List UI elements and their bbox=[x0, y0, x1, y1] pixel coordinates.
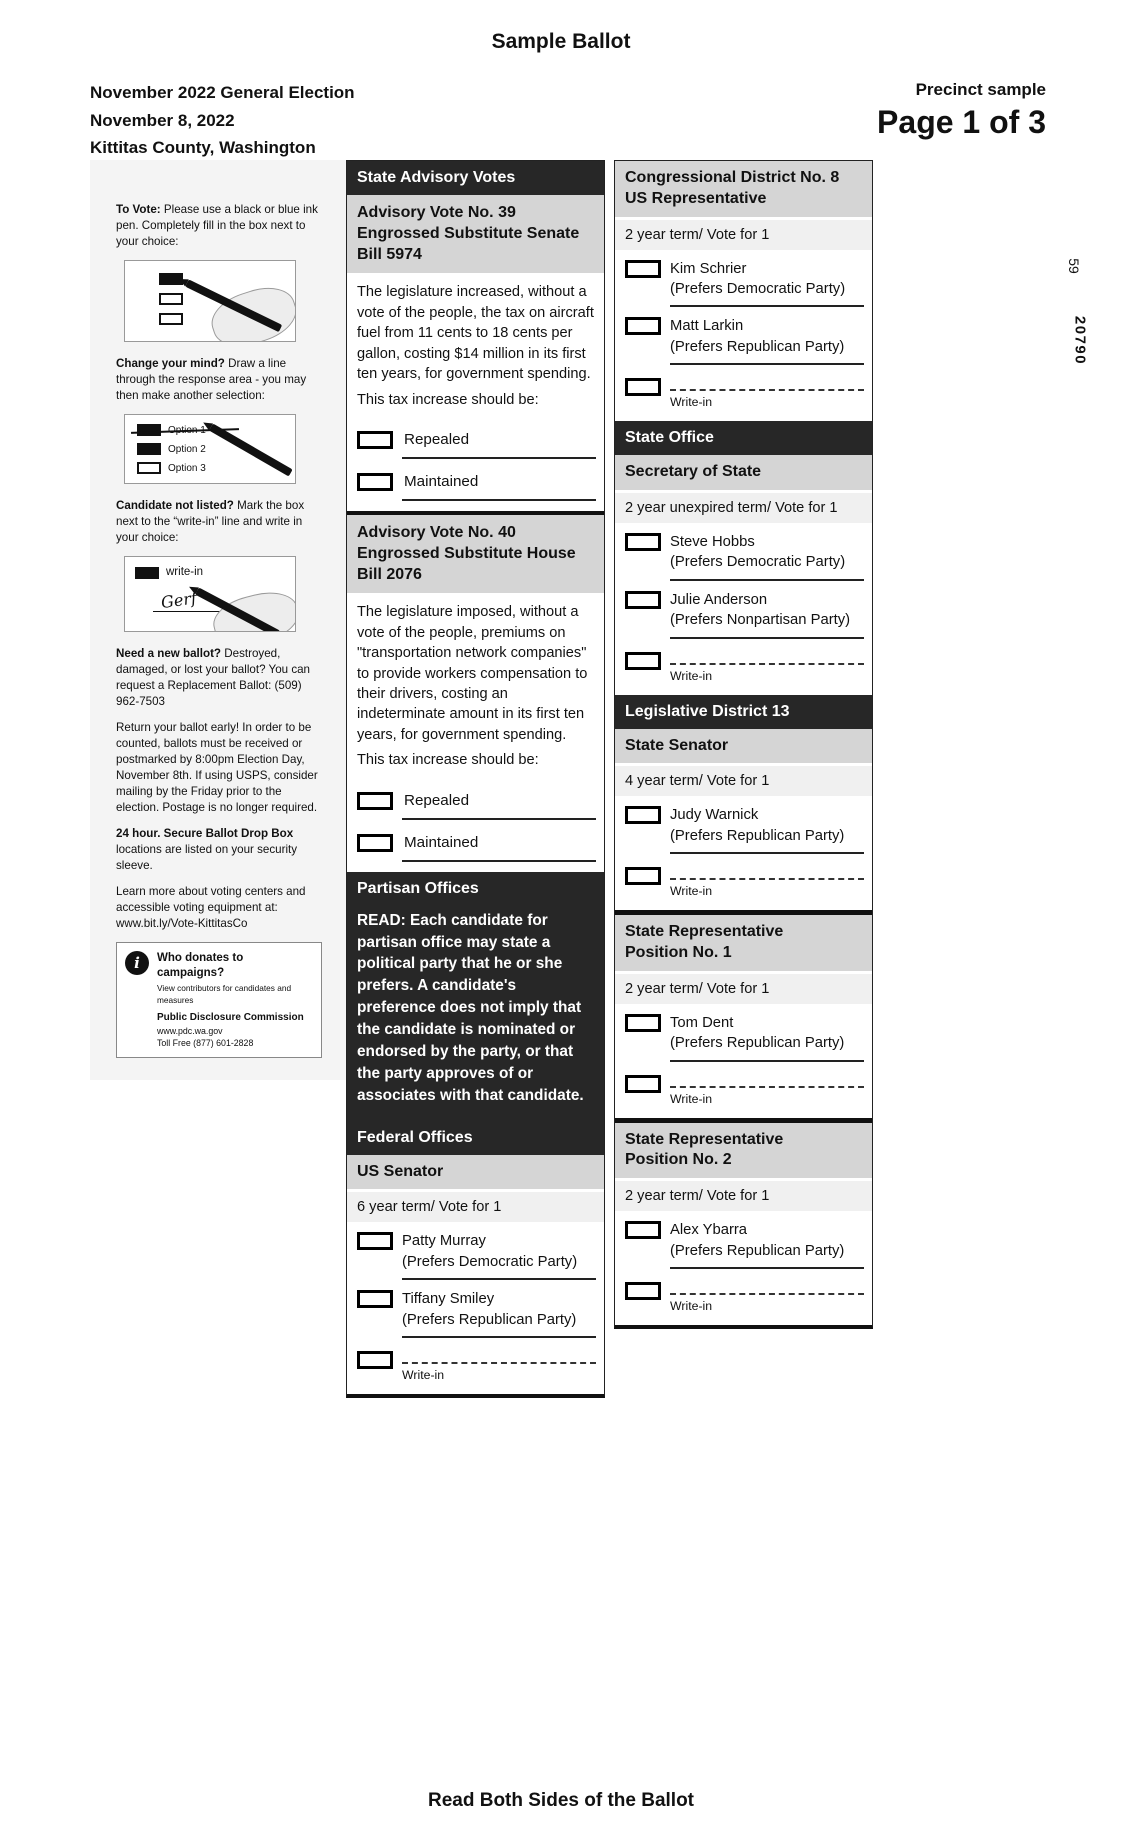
term-row-secretary-of-state: 2 year unexpired term/ Vote for 1 bbox=[615, 493, 872, 523]
office-header-us-representative bbox=[615, 161, 872, 217]
option-label: Option 2 bbox=[168, 443, 206, 455]
checkbox-tiffany-smiley[interactable] bbox=[357, 1290, 393, 1308]
candidate-party: (Prefers Nonpartisan Party) bbox=[670, 612, 851, 629]
checkbox-julie-anderson[interactable] bbox=[625, 591, 661, 609]
office-header-state-rep-2 bbox=[615, 1123, 872, 1179]
candidate-text bbox=[402, 1231, 596, 1280]
write-in-line-state-senator[interactable] bbox=[670, 878, 864, 880]
candidate-name: Tom Dent bbox=[670, 1014, 734, 1031]
position-line: Position No. 1 bbox=[625, 944, 732, 962]
checkbox-judy-warnick[interactable] bbox=[625, 806, 661, 824]
candidate-party: (Prefers Republican Party) bbox=[670, 827, 845, 844]
new-ballot-heading: Need a new ballot? bbox=[116, 646, 222, 660]
advisory-vote-40-text bbox=[347, 593, 604, 777]
write-in-line-us-representative[interactable] bbox=[670, 389, 864, 391]
write-in-row bbox=[347, 1338, 604, 1394]
to-vote-heading: To Vote: bbox=[116, 203, 161, 216]
write-in-label: Write-in bbox=[670, 884, 713, 899]
example-checkbox-empty bbox=[159, 293, 183, 305]
write-in-demo-label: write-in bbox=[166, 565, 204, 578]
write-in-label: Write-in bbox=[670, 1091, 713, 1106]
checkbox-av39-maintained[interactable] bbox=[357, 473, 393, 491]
not-listed-instruction bbox=[116, 498, 322, 546]
spacer bbox=[347, 862, 604, 872]
advisory-vote-40-body: The legislature imposed, without a vote of the people, premiums on "transportation network companies" to provide workers compensation to their drivers, costing an indeterminate amount in its first ten years, for government spending. bbox=[357, 604, 588, 743]
example-checkbox-filled bbox=[137, 443, 161, 455]
write-in-label: Write-in bbox=[402, 1367, 445, 1382]
candidate-party: (Prefers Republican Party) bbox=[670, 1242, 845, 1259]
partisan-read-notice: READ: Each candidate for partisan office may state a political party that he or she prefers. A candidate's preference does not imply that the candidate is nominated or endorsed by the party, or that the party approves of or associates with that candidate. bbox=[347, 906, 604, 1121]
advisory-vote-39-body: The legislature increased, without a vote of the people, the tax on aircraft fuel from 11 cents to 18 cents per gallon, costing $14 million in its first ten years, for government spending. bbox=[357, 284, 594, 383]
write-in-checkbox-us-senator[interactable] bbox=[357, 1351, 393, 1369]
dropbox-instruction bbox=[116, 826, 322, 874]
advisory-vote-40-prompt: This tax increase should be: bbox=[357, 752, 539, 769]
write-in-checkbox-state-senator[interactable] bbox=[625, 867, 661, 885]
dropbox-text: locations are listed on your security sleeve. bbox=[116, 842, 298, 872]
to-vote-text: Please use a black or blue ink pen. Completely fill in the box next to your choice: bbox=[116, 203, 318, 248]
write-in-checkbox-state-rep-2[interactable] bbox=[625, 1282, 661, 1300]
candidate-name: Tiffany Smiley bbox=[402, 1291, 495, 1308]
candidate-name: Alex Ybarra bbox=[670, 1222, 748, 1239]
candidate-name: Steve Hobbs bbox=[670, 534, 755, 551]
write-in-line-state-rep-2[interactable] bbox=[670, 1293, 864, 1295]
write-in-row bbox=[615, 1062, 872, 1118]
section-header-federal-offices: Federal Offices bbox=[347, 1121, 604, 1155]
candidate-row bbox=[615, 1211, 872, 1269]
choice-label: Repealed bbox=[402, 430, 596, 459]
change-mind-text: Draw a line through the response area - you may then make another selection: bbox=[116, 356, 307, 402]
instructions-panel bbox=[90, 160, 346, 1080]
candidate-row bbox=[615, 523, 872, 581]
checkbox-av40-maintained[interactable] bbox=[357, 834, 393, 852]
to-vote-instruction bbox=[116, 202, 322, 250]
checkbox-patty-murray[interactable] bbox=[357, 1232, 393, 1250]
write-in-checkbox-state-rep-1[interactable] bbox=[625, 1075, 661, 1093]
term-row-us-senator: 6 year term/ Vote for 1 bbox=[347, 1192, 604, 1222]
write-in-area bbox=[670, 1281, 864, 1313]
fill-box-illustration bbox=[124, 260, 296, 342]
checkbox-av39-repealed[interactable] bbox=[357, 431, 393, 449]
candidate-row bbox=[615, 581, 872, 639]
section-header-partisan-offices: Partisan Offices bbox=[347, 872, 604, 906]
advisory-vote-40-header bbox=[347, 511, 604, 593]
election-county: Kittitas County, Washington bbox=[90, 138, 316, 158]
candidate-name: Matt Larkin bbox=[670, 318, 744, 335]
option-row bbox=[137, 440, 295, 459]
section-header-state-office: State Office bbox=[615, 421, 872, 455]
candidate-text bbox=[670, 259, 864, 308]
write-in-area bbox=[670, 1074, 864, 1106]
write-in-area bbox=[670, 377, 864, 409]
change-mind-heading: Change your mind? bbox=[116, 356, 225, 370]
candidate-row bbox=[615, 250, 872, 308]
candidate-text bbox=[670, 590, 864, 639]
write-in-line-state-rep-1[interactable] bbox=[670, 1086, 864, 1088]
position-line: Position No. 2 bbox=[625, 1151, 732, 1169]
handwriting-sample: Gerf bbox=[159, 588, 198, 612]
new-ballot-instruction bbox=[116, 646, 322, 710]
candidate-party: (Prefers Republican Party) bbox=[402, 1311, 577, 1328]
info-icon bbox=[125, 951, 149, 975]
checkbox-steve-hobbs[interactable] bbox=[625, 533, 661, 551]
office-header-us-senator: US Senator bbox=[347, 1155, 604, 1190]
example-checkbox-empty bbox=[159, 313, 183, 325]
write-in-demo-row bbox=[135, 565, 295, 581]
pdc-info-box bbox=[116, 942, 322, 1059]
ballot-stub-code: 20790 bbox=[1071, 315, 1089, 366]
candidate-party: (Prefers Democratic Party) bbox=[402, 1253, 578, 1270]
pdc-phone: Toll Free (877) 601-2828 bbox=[157, 1038, 254, 1049]
dropbox-heading: 24 hour. Secure Ballot Drop Box bbox=[116, 826, 294, 840]
election-date: November 8, 2022 bbox=[90, 110, 235, 130]
learn-more-text: Learn more about voting centers and accessible voting equipment at: www.bit.ly/Vote-KittitasCo bbox=[116, 884, 306, 930]
choice-row bbox=[347, 820, 604, 862]
candidate-name: Julie Anderson bbox=[670, 591, 768, 608]
checkbox-matt-larkin[interactable] bbox=[625, 317, 661, 335]
write-in-row bbox=[615, 1269, 872, 1325]
candidate-name: Judy Warnick bbox=[670, 807, 759, 824]
candidate-row bbox=[347, 1222, 604, 1280]
pdc-text-block bbox=[157, 951, 313, 1050]
choice-label: Maintained bbox=[402, 833, 596, 862]
advisory-vote-39-header bbox=[347, 195, 604, 273]
choice-label: Maintained bbox=[402, 472, 596, 501]
term-row-us-representative: 2 year term/ Vote for 1 bbox=[615, 220, 872, 250]
ballot-stub-number: 59 bbox=[1066, 258, 1082, 274]
term-row-state-senator: 4 year term/ Vote for 1 bbox=[615, 766, 872, 796]
district-line: Congressional District No. 8 bbox=[625, 169, 840, 186]
office-line: State Representative bbox=[625, 923, 784, 941]
example-checkbox-filled bbox=[135, 567, 159, 579]
write-in-illustration bbox=[124, 556, 296, 632]
change-mind-illustration bbox=[124, 414, 296, 484]
ballot-column-center bbox=[346, 160, 605, 1398]
change-mind-instruction bbox=[116, 356, 322, 404]
write-in-checkbox-secretary-of-state[interactable] bbox=[625, 652, 661, 670]
candidate-row bbox=[615, 1004, 872, 1062]
spacer bbox=[347, 501, 604, 511]
advisory-vote-40-bill: Engrossed Substitute House Bill 2076 bbox=[357, 544, 576, 583]
not-listed-heading: Candidate not listed? bbox=[116, 498, 234, 512]
precinct-block bbox=[877, 80, 1046, 141]
candidate-party: (Prefers Democratic Party) bbox=[670, 281, 846, 297]
term-row-state-rep-2: 2 year term/ Vote for 1 bbox=[615, 1181, 872, 1211]
option-label: Option 3 bbox=[168, 462, 206, 474]
choice-row bbox=[347, 459, 604, 501]
write-in-row bbox=[615, 365, 872, 421]
document-title: Sample Ballot bbox=[491, 30, 631, 53]
election-name: November 2022 General Election bbox=[90, 83, 355, 102]
return-early-instruction: Return your ballot early! In order to be counted, ballots must be received or postmarked by 8:00pm Election Day, November 8th. If using USPS, consider mailing by the Friday prior to the election. Postage is no longer required. bbox=[116, 720, 318, 814]
advisory-vote-39-prompt: This tax increase should be: bbox=[357, 391, 539, 408]
example-checkbox-empty bbox=[137, 462, 161, 474]
write-in-line-secretary-of-state[interactable] bbox=[670, 663, 864, 665]
checkbox-alex-ybarra[interactable] bbox=[625, 1221, 661, 1239]
checkbox-kim-schrier[interactable] bbox=[625, 260, 661, 278]
candidate-text bbox=[670, 1220, 864, 1269]
section-header-state-advisory-votes: State Advisory Votes bbox=[347, 161, 604, 195]
advisory-vote-39-title: Advisory Vote No. 39 bbox=[357, 204, 516, 221]
write-in-label: Write-in bbox=[670, 395, 713, 410]
new-ballot-text: Destroyed, damaged, or lost your ballot? You can request a Replacement Ballot: (509) 962-7503 bbox=[116, 646, 311, 708]
ballot-column-right bbox=[614, 160, 873, 1329]
candidate-party: (Prefers Democratic Party) bbox=[670, 554, 846, 571]
write-in-area bbox=[402, 1350, 596, 1382]
precinct-label: Precinct sample bbox=[915, 80, 1046, 99]
choice-row bbox=[347, 778, 604, 820]
office-header-state-rep-1 bbox=[615, 915, 872, 971]
advisory-vote-40-title: Advisory Vote No. 40 bbox=[357, 523, 516, 541]
candidate-row bbox=[615, 796, 872, 854]
page-indicator: Page 1 of 3 bbox=[877, 104, 1046, 140]
term-row-state-rep-1: 2 year term/ Vote for 1 bbox=[615, 974, 872, 1004]
advisory-vote-39-text bbox=[347, 273, 604, 417]
candidate-party: (Prefers Republican Party) bbox=[670, 338, 845, 355]
write-in-row bbox=[615, 854, 872, 910]
candidate-name: Kim Schrier bbox=[670, 260, 747, 277]
pdc-subtitle: View contributors for candidates and measures bbox=[157, 983, 292, 1005]
office-line: State Representative bbox=[625, 1130, 784, 1148]
candidate-row bbox=[347, 1280, 604, 1338]
pdc-org: Public Disclosure Commission bbox=[157, 1012, 304, 1024]
office-header-secretary-of-state: Secretary of State bbox=[615, 455, 872, 490]
not-listed-text: Mark the box next to the “write-in” line and write in your choice: bbox=[116, 498, 305, 544]
advisory-vote-39-bill: Engrossed Substitute Senate Bill 5974 bbox=[357, 224, 580, 263]
pdc-url: www.pdc.wa.gov bbox=[157, 1026, 223, 1036]
write-in-label: Write-in bbox=[670, 1299, 713, 1314]
checkbox-tom-dent[interactable] bbox=[625, 1014, 661, 1032]
choice-row bbox=[347, 417, 604, 459]
election-info bbox=[90, 79, 355, 162]
footer-text: Read Both Sides of the Ballot bbox=[427, 1790, 695, 1811]
write-in-line-us-senator[interactable] bbox=[402, 1362, 596, 1364]
write-in-area bbox=[670, 651, 864, 683]
write-in-row bbox=[615, 639, 872, 695]
pdc-title: Who donates to campaigns? bbox=[157, 951, 244, 980]
checkbox-av40-repealed[interactable] bbox=[357, 792, 393, 810]
candidate-name: Patty Murray bbox=[402, 1233, 486, 1250]
choice-label: Repealed bbox=[402, 791, 596, 820]
office-header-state-senator: State Senator bbox=[615, 729, 872, 764]
write-in-checkbox-us-representative[interactable] bbox=[625, 378, 661, 396]
write-in-label: Write-in bbox=[670, 668, 713, 683]
candidate-text bbox=[670, 805, 864, 854]
section-header-legislative-district-13: Legislative District 13 bbox=[615, 695, 872, 729]
candidate-party: (Prefers Republican Party) bbox=[670, 1035, 845, 1052]
candidate-row bbox=[615, 307, 872, 365]
candidate-text bbox=[670, 1013, 864, 1062]
candidate-text bbox=[670, 532, 864, 581]
candidate-text bbox=[670, 316, 864, 365]
write-in-area bbox=[670, 866, 864, 898]
office-line: US Representative bbox=[625, 189, 767, 207]
candidate-text bbox=[402, 1289, 596, 1338]
